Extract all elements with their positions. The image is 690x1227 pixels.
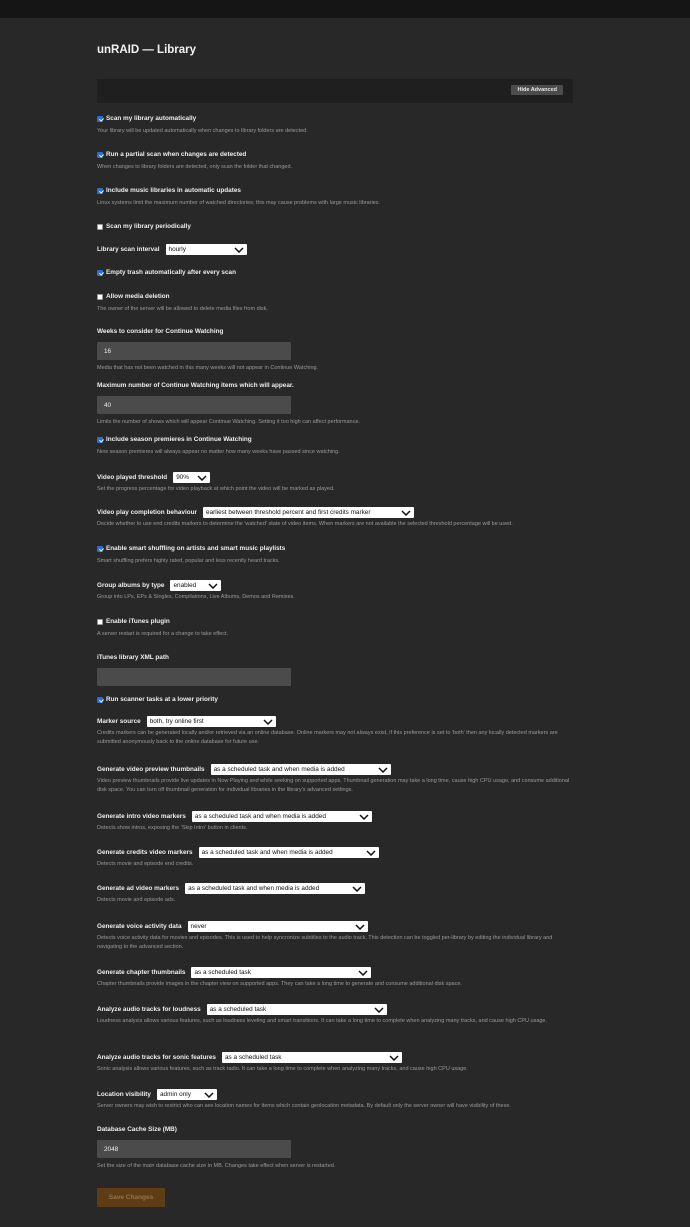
setting-scan-automatically: [97, 114, 575, 136]
setting-media-deletion: [97, 292, 575, 314]
scan-interval-select[interactable]: hourly: [166, 244, 247, 255]
chevron-down-icon: [374, 1007, 384, 1013]
setting-ad-markers: [97, 883, 575, 905]
chevron-down-icon: [378, 767, 388, 773]
ad-markers-label: Generate ad video markers: [97, 885, 180, 892]
chevron-down-icon: [401, 510, 411, 516]
cw-weeks-input[interactable]: 16: [97, 342, 291, 360]
smart-shuffle-label: Enable smart shuffling on artists and smart music playlists: [106, 545, 286, 552]
cw-weeks-label: Weeks to consider for Continue Watching: [97, 328, 224, 335]
media-deletion-label: Allow media deletion: [106, 293, 170, 300]
ad-markers-description: Detects movie and episode ads.: [97, 897, 176, 903]
scan-periodically-label: Scan my library periodically: [106, 223, 191, 230]
played-threshold-label: Video played threshold: [97, 474, 168, 481]
setting-cw-weeks: [97, 327, 575, 373]
partial-scan-description: When changes to library folders are detected, only scan the folder that changed.: [97, 164, 293, 170]
setting-marker-source: [97, 716, 575, 747]
music-auto-updates-description: Linux systems limit the maximum number of watched directories; this may cause problems with large music libraries.: [97, 200, 381, 206]
music-auto-updates-checkbox[interactable]: [97, 188, 103, 194]
scan-automatically-checkbox[interactable]: [97, 116, 103, 122]
cw-max-input[interactable]: 40: [97, 396, 291, 414]
sonic-features-description: Sonic analysis allows various features, such as track radio. It can take a long time to complete when analyzing many tracks, and cause high CPU usage.: [97, 1066, 468, 1072]
marker-source-select[interactable]: both, try online first: [147, 716, 276, 727]
setting-sonic-features: [97, 1052, 575, 1074]
top-bar: [0, 0, 690, 18]
group-albums-select[interactable]: enabled: [170, 580, 221, 591]
chapter-thumbnails-description: Chapter thumbnails provide images in the chapter view on supported apps. They can take a long time to generate and consume additional disk space.: [97, 981, 462, 987]
partial-scan-checkbox[interactable]: [97, 152, 103, 158]
cw-weeks-description: Media that has not been watched in this many weeks will not appear in Continue Watching.: [97, 365, 319, 371]
chevron-down-icon: [234, 247, 244, 253]
chevron-down-icon: [389, 1055, 399, 1061]
setting-loudness: [97, 1004, 575, 1026]
db-cache-description: Set the size of the main database cache size in MB. Changes take effect when server is restarted.: [97, 1163, 336, 1169]
chevron-down-icon: [204, 1092, 214, 1098]
credits-markers-select[interactable]: as a scheduled task and when media is added: [199, 847, 379, 858]
scan-automatically-description: Your library will be updated automatically when changes to library folders are detected.: [97, 128, 308, 134]
itunes-xml-label: iTunes library XML path: [97, 654, 169, 661]
completion-behaviour-select[interactable]: earliest between threshold percent and first credits marker: [203, 507, 414, 518]
group-albums-label: Group albums by type: [97, 582, 165, 589]
partial-scan-label: Run a partial scan when changes are detected: [106, 151, 247, 158]
chapter-thumbnails-label: Generate chapter thumbnails: [97, 969, 186, 976]
cw-max-description: Limits the number of shows which will appear Continue Watching. Setting it too high can affect performance.: [97, 419, 360, 425]
season-premieres-checkbox[interactable]: [97, 437, 103, 443]
setting-played-threshold: [97, 472, 575, 494]
smart-shuffle-description: Smart shuffling prefers highly rated, popular and less recently heard tracks.: [97, 558, 280, 564]
played-threshold-description: Set the progress percentage for video playback at which point the video will be marked as played.: [97, 486, 335, 492]
setting-itunes-xml: [97, 653, 291, 686]
voice-activity-description: Detects voice activity data for movies and episodes. This is used to help syncronize subtitles to the audio track. This detection can be toggled per-library by editing the individual library and navigating to the advanced section.: [97, 935, 553, 950]
loudness-label: Analyze audio tracks for loudness: [97, 1006, 201, 1013]
credits-markers-description: Detects movie and episode end credits.: [97, 861, 194, 867]
scan-periodically-checkbox[interactable]: [97, 224, 103, 230]
music-auto-updates-label: Include music libraries in automatic updates: [106, 187, 241, 194]
db-cache-label: Database Cache Size (MB): [97, 1126, 177, 1133]
season-premieres-description: New season premieres will always appear no matter how many weeks have passed since watching.: [97, 449, 340, 455]
played-threshold-select[interactable]: 90%: [173, 472, 210, 483]
setting-itunes-plugin: [97, 617, 575, 639]
chevron-down-icon: [358, 970, 368, 976]
intro-markers-select[interactable]: as a scheduled task and when media is added: [192, 811, 372, 822]
preview-thumbnails-description: Video preview thumbnails provide live updates in Now Playing and while seeking on supported apps. Thumbnail generation may take a long time, cause high CPU usage, and consume additional disk space. You can turn off thumbnail generation for individual libraries in the library's advanced settings.: [97, 778, 570, 793]
chevron-down-icon: [366, 850, 376, 856]
low-priority-label: Run scanner tasks at a lower priority: [106, 696, 218, 703]
scan-automatically-label: Scan my library automatically: [106, 115, 197, 122]
season-premieres-label: Include season premieres in Continue Watching: [106, 436, 252, 443]
ad-markers-select[interactable]: as a scheduled task and when media is added: [185, 883, 365, 894]
group-albums-description: Group into LPs, EPs & Singles, Compilations, Live Albums, Demos and Remixes.: [97, 594, 295, 600]
itunes-xml-input[interactable]: [97, 668, 291, 686]
sonic-features-label: Analyze audio tracks for sonic features: [97, 1054, 216, 1061]
location-visibility-label: Location visibility: [97, 1091, 151, 1098]
setting-music-auto-updates: [97, 186, 575, 208]
itunes-plugin-label: Enable iTunes plugin: [106, 618, 170, 625]
smart-shuffle-checkbox[interactable]: [97, 546, 103, 552]
save-changes-button[interactable]: Save Changes: [97, 1188, 165, 1207]
completion-behaviour-label: Video play completion behaviour: [97, 509, 198, 516]
itunes-plugin-description: A server restart is required for a change to take effect.: [97, 631, 229, 637]
setting-intro-markers: [97, 811, 575, 833]
page-title: unRAID — Library: [97, 44, 197, 56]
marker-source-label: Marker source: [97, 718, 141, 725]
completion-behaviour-description: Decide whether to use end credits markers to determine the 'watched' state of video items. When markers are not available the selected threshold percentage will be used.: [97, 521, 513, 527]
setting-scan-interval: [97, 244, 247, 255]
chevron-down-icon: [352, 886, 362, 892]
setting-credits-markers: [97, 847, 575, 869]
setting-group-albums: [97, 580, 575, 602]
chevron-down-icon: [197, 475, 207, 481]
marker-source-description: Credits markers can be generated locally and/or retrieved via an online database. Online markers may not always exist, if this preference is set to 'both' then any locally detected markers are submitted anonymously back to the online database for future use.: [97, 730, 558, 745]
voice-activity-label: Generate voice activity data: [97, 923, 182, 930]
loudness-select[interactable]: as a scheduled task: [207, 1004, 387, 1015]
chapter-thumbnails-select[interactable]: as a scheduled task: [191, 967, 371, 978]
intro-markers-label: Generate intro video markers: [97, 813, 186, 820]
db-cache-input[interactable]: 2048: [97, 1140, 291, 1158]
setting-partial-scan: [97, 150, 575, 172]
empty-trash-checkbox[interactable]: [97, 270, 103, 276]
chevron-down-icon: [208, 583, 218, 589]
preview-thumbnails-label: Generate video preview thumbnails: [97, 766, 205, 773]
setting-voice-activity: [97, 921, 575, 952]
intro-markers-description: Detects show intros, exposing the 'Skip Intro' button in clients.: [97, 825, 248, 831]
setting-completion-behaviour: [97, 507, 575, 529]
hide-advanced-button[interactable]: Hide Advanced: [511, 85, 563, 95]
advanced-toolbar: [97, 79, 573, 103]
setting-preview-thumbnails: [97, 764, 575, 795]
sonic-features-select[interactable]: as a scheduled task: [222, 1052, 402, 1063]
preview-thumbnails-select[interactable]: as a scheduled task and when media is added: [211, 764, 391, 775]
setting-season-premieres: [97, 435, 575, 457]
chevron-down-icon: [263, 719, 273, 725]
chevron-down-icon: [355, 924, 365, 930]
empty-trash-label: Empty trash automatically after every scan: [106, 269, 237, 276]
itunes-plugin-checkbox[interactable]: [97, 619, 103, 625]
setting-location-visibility: [97, 1089, 575, 1111]
chevron-down-icon: [359, 814, 369, 820]
media-deletion-checkbox[interactable]: [97, 294, 103, 300]
setting-smart-shuffle: [97, 544, 575, 566]
loudness-description: Loudness analysis allows various features, such as loudness leveling and smart transitions. It can take a long time to complete when analyzing many tracks, and cause high CPU usage.: [97, 1018, 548, 1024]
media-deletion-description: The owner of the server will be allowed to delete media files from disk.: [97, 306, 268, 312]
cw-max-label: Maximum number of Continue Watching items which will appear.: [97, 382, 294, 389]
scan-interval-label: Library scan interval: [97, 246, 160, 253]
setting-chapter-thumbnails: [97, 967, 575, 989]
location-visibility-select[interactable]: admin only: [157, 1089, 217, 1100]
low-priority-checkbox[interactable]: [97, 697, 103, 703]
setting-db-cache: [97, 1125, 575, 1171]
credits-markers-label: Generate credits video markers: [97, 849, 193, 856]
setting-low-priority: [97, 695, 218, 704]
location-visibility-description: Server owners may wish to restrict who can see location names for items which contain geolocation metadata. By default only the server owner will have visibility of these.: [97, 1103, 511, 1109]
voice-activity-select[interactable]: never: [188, 921, 368, 932]
setting-scan-periodically: [97, 222, 191, 231]
setting-empty-trash: [97, 268, 236, 277]
setting-cw-max: [97, 381, 575, 427]
